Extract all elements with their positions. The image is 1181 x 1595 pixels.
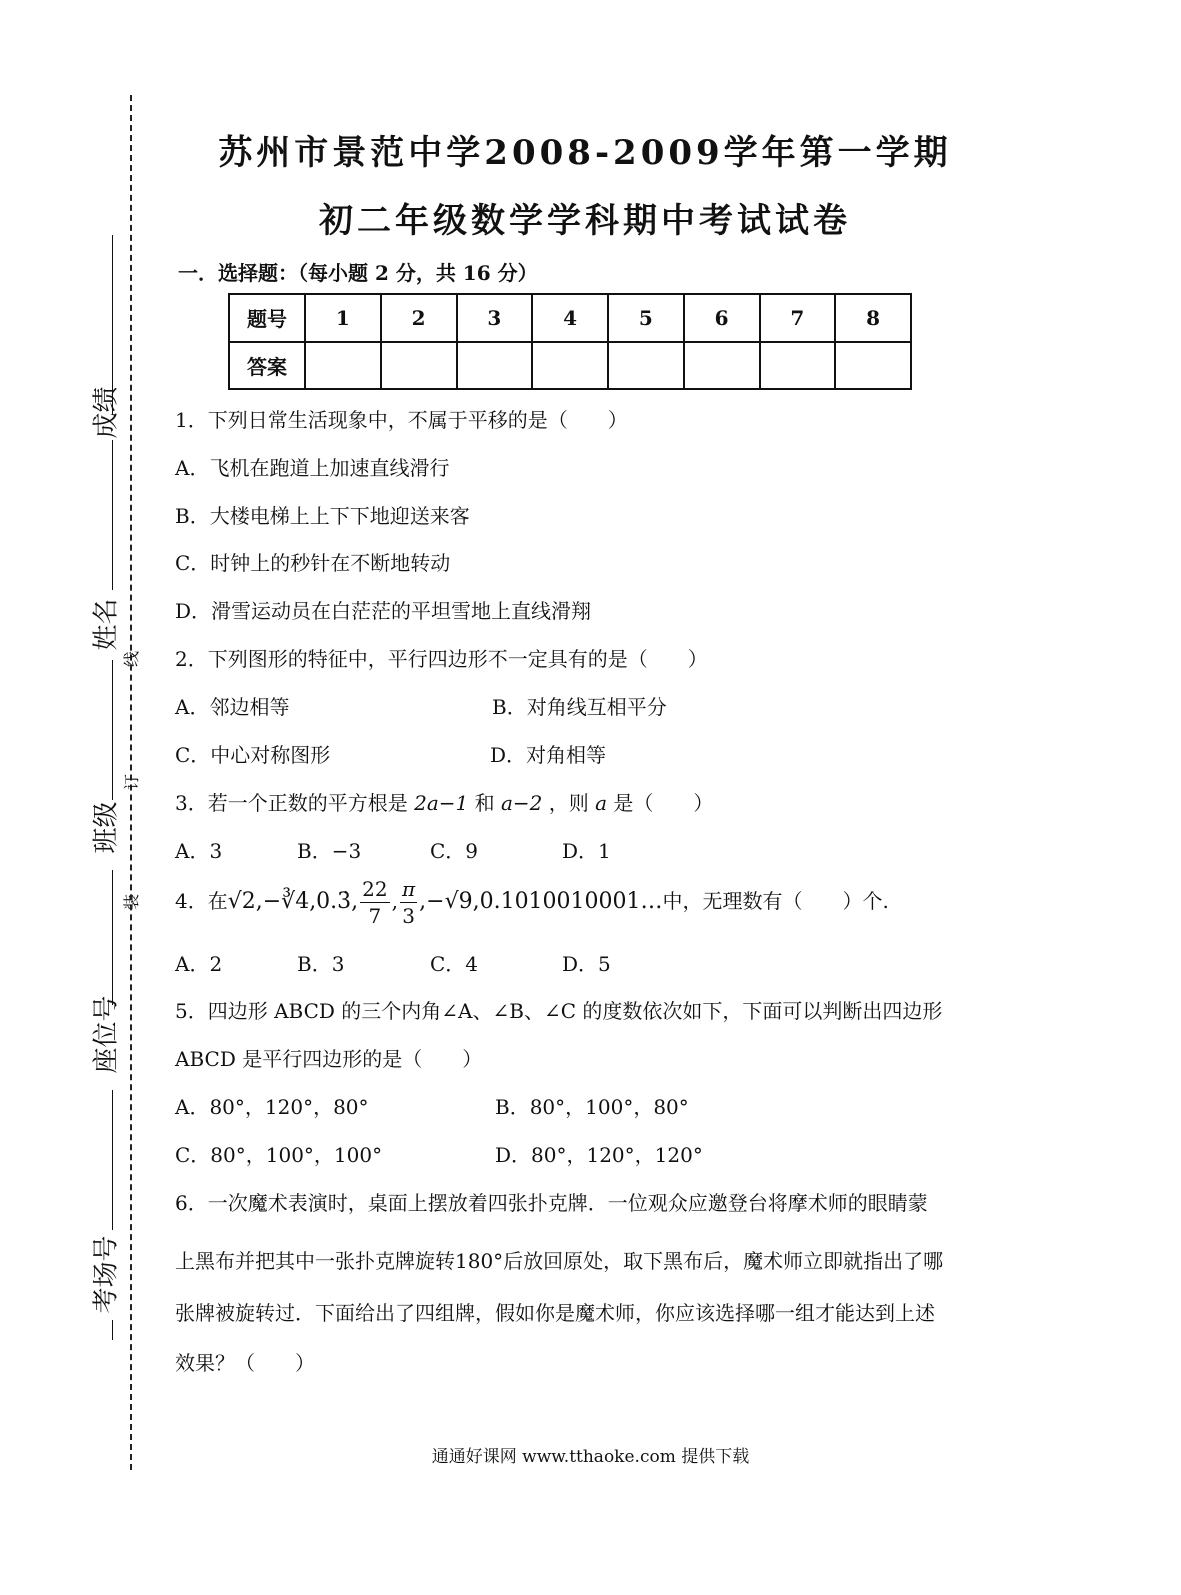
exam-title-line2: 初二年级数学学科期中考试试卷 xyxy=(319,201,851,241)
question-4-text-post: 中，无理数有（ ）个. xyxy=(662,889,889,913)
room-blank-line xyxy=(112,1090,113,1230)
question-1-option-c: C．时钟上的秒针在不断地转动 xyxy=(175,551,451,575)
page-footer: 通通好课网 www.tthaoke.com 提供下载 xyxy=(431,1447,750,1467)
question-3-stem xyxy=(175,787,713,816)
binding-mark-bind: 装 xyxy=(122,893,141,910)
question-2-option-d: D．对角相等 xyxy=(490,743,607,767)
question-4-text-pre: 4．在 xyxy=(175,889,228,913)
question-3-text-pre: 3．若一个正数的平方根是 xyxy=(175,791,408,815)
table-col-number: 5 xyxy=(608,294,684,342)
fraction-denominator: 3 xyxy=(402,904,415,928)
question-4-option-d: D．5 xyxy=(562,952,611,976)
answer-cell[interactable] xyxy=(835,342,911,390)
question-4-fraction-22-7 xyxy=(360,876,389,929)
answer-table-header-row xyxy=(229,294,911,342)
table-col-number: 8 xyxy=(835,294,911,342)
seat-label: 座位号 xyxy=(91,995,122,1074)
question-4-option-c: C．4 xyxy=(430,952,479,976)
table-label-number: 题号 xyxy=(229,294,305,342)
question-6-line1: 6．一次魔术表演时，桌面上摆放着四张扑克牌．一位观众应邀登台将摩术师的眼睛蒙 xyxy=(175,1191,928,1215)
question-3-text-mid2: ，则 xyxy=(548,791,589,815)
question-2-option-a: A．邻边相等 xyxy=(175,695,290,719)
answer-cell[interactable] xyxy=(608,342,684,390)
question-3-option-a: A．3 xyxy=(175,839,223,863)
table-col-number: 6 xyxy=(684,294,760,342)
question-1-option-a: A．飞机在跑道上加速直线滑行 xyxy=(175,456,450,480)
fraction-numerator: π xyxy=(401,877,416,901)
seat-blank-line xyxy=(112,870,113,1005)
question-3-text-post: 是（ ） xyxy=(613,791,714,815)
binding-mark-order: 订 xyxy=(122,773,141,790)
answer-table xyxy=(228,293,912,390)
section-heading: 一．选择题：（每小题 2 分，共 16 分） xyxy=(178,261,538,285)
question-4-stem: 4．在√2,−∛4,0.3̇, $\frac{22}{7}$ , $\frac{\pi}{3}$ ,−√9,0.1010010001…中，无理数有（ ）个. xyxy=(175,877,889,928)
question-3-expr1: 2a−1 xyxy=(414,791,469,815)
room-blank-line-end xyxy=(112,1320,113,1340)
table-label-answer: 答案 xyxy=(229,342,305,390)
question-6-line2: 上黑布并把其中一张扑克牌旋转180°后放回原处，取下黑布后，魔术师立即就指出了哪 xyxy=(175,1249,944,1273)
question-5-option-b: B．80°，100°，80° xyxy=(495,1095,689,1119)
question-4-numbers-2: ,−√9,0.1010010001… xyxy=(419,889,663,914)
class-label: 班级 xyxy=(91,801,122,854)
fraction-numerator: 22 xyxy=(362,877,388,901)
answer-cell[interactable] xyxy=(381,342,457,390)
question-1-option-d: D．滑雪运动员在白茫茫的平坦雪地上直线滑翔 xyxy=(175,599,592,623)
question-1-stem: 1．下列日常生活现象中，不属于平移的是（ ） xyxy=(175,408,628,432)
answer-cell[interactable] xyxy=(532,342,608,390)
question-2-option-c: C．中心对称图形 xyxy=(175,743,331,767)
table-col-number: 4 xyxy=(532,294,608,342)
score-blank-line xyxy=(112,235,113,415)
table-col-number: 7 xyxy=(760,294,836,342)
room-label: 考场号 xyxy=(91,1235,122,1314)
answer-cell[interactable] xyxy=(457,342,533,390)
question-4-option-b: B．3 xyxy=(297,952,345,976)
table-col-number: 2 xyxy=(381,294,457,342)
question-3-option-b: B．−3 xyxy=(297,839,362,863)
question-5-stem-line1: 5．四边形 ABCD 的三个内角∠A、∠B、∠C 的度数依次如下，下面可以判断出四边形 xyxy=(175,999,943,1023)
answer-cell[interactable] xyxy=(305,342,381,390)
question-1-option-b: B．大楼电梯上上下下地迎送来客 xyxy=(175,504,470,528)
question-2-stem: 2．下列图形的特征中，平行四边形不一定具有的是（ ） xyxy=(175,647,708,671)
question-4-fraction-pi-3 xyxy=(400,876,417,929)
name-blank-line xyxy=(112,440,113,590)
question-3-option-d: D．1 xyxy=(562,839,611,863)
question-4-option-a: A．2 xyxy=(175,952,223,976)
exam-title-line1: 苏州市景范中学2008-2009学年第一学期 xyxy=(218,133,952,173)
question-3-expr2: a−2 xyxy=(500,791,543,815)
question-5-option-a: A．80°，120°，80° xyxy=(175,1095,369,1119)
question-5-stem-line2: ABCD 是平行四边形的是（ ） xyxy=(175,1047,483,1071)
binding-mark-line: 线 xyxy=(122,650,141,667)
answer-table-answer-row xyxy=(229,342,911,390)
question-2-option-b: B．对角线互相平分 xyxy=(492,695,667,719)
name-label: 姓名 xyxy=(91,598,122,651)
table-col-number: 1 xyxy=(305,294,381,342)
question-3-text-mid: 和 xyxy=(474,791,495,815)
question-5-option-d: D．80°，120°，120° xyxy=(495,1143,703,1167)
question-3-option-c: C．9 xyxy=(430,839,479,863)
answer-cell[interactable] xyxy=(760,342,836,390)
question-4-numbers-1: √2,−∛4,0.3̇, xyxy=(227,889,359,914)
fraction-denominator: 7 xyxy=(368,904,382,928)
table-col-number: 3 xyxy=(457,294,533,342)
question-6-line4: 效果？（ ） xyxy=(175,1351,315,1375)
question-6-line3: 张牌被旋转过．下面给出了四组牌，假如你是魔术师，你应该选择哪一组才能达到上述 xyxy=(175,1301,935,1325)
answer-cell[interactable] xyxy=(684,342,760,390)
question-3-variable: a xyxy=(595,791,608,815)
class-blank-line xyxy=(112,660,113,800)
score-label: 成绩 xyxy=(91,386,122,439)
question-5-option-c: C．80°，100°，100° xyxy=(175,1143,383,1167)
